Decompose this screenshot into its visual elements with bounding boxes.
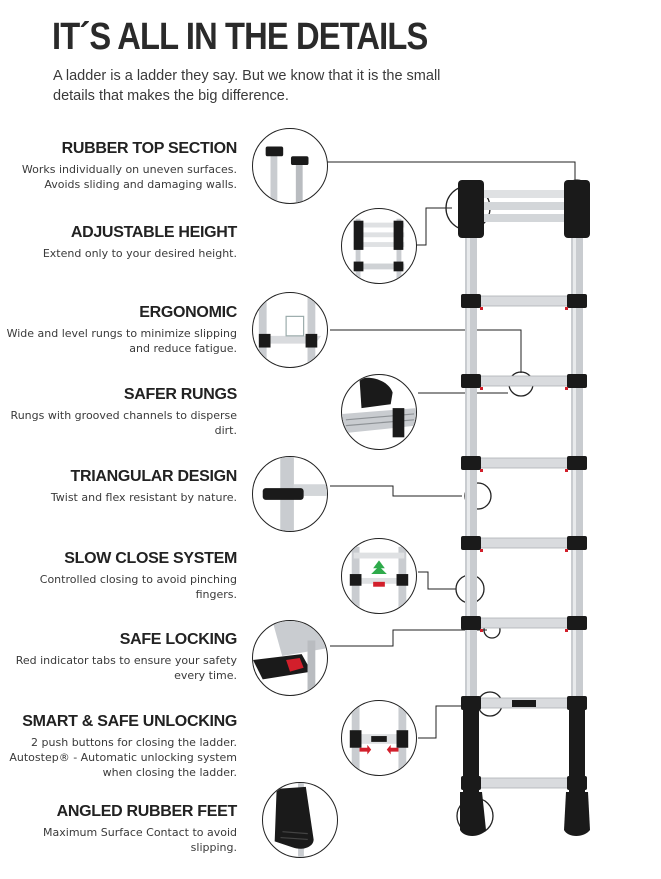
grooved-rung-icon (341, 374, 417, 450)
connector-triangular (330, 486, 462, 496)
feature-title: ERGONOMIC (139, 304, 237, 321)
feature-safe-locking (0, 631, 237, 683)
intro-text: A ladder is a ladder they say. But we know that it is the small details that makes the big difference. (53, 68, 441, 104)
feature-title: ANGLED RUBBER FEET (56, 803, 237, 820)
feature-smart-unlocking (0, 713, 237, 780)
feature-description: Twist and flex resistant by nature. (50, 491, 237, 504)
feature-description: 2 push buttons for closing the ladder. Autostep® - Automatic unlocking system when closing the ladder. (9, 736, 237, 779)
feature-title: SLOW CLOSE SYSTEM (64, 550, 237, 567)
feature-description: Controlled closing to avoid pinching fingers. (39, 573, 237, 601)
ladder-illustration (450, 170, 610, 840)
ergonomic-rung-icon (252, 292, 328, 368)
feature-slow-close (0, 550, 237, 602)
page-title: IT´S ALL IN THE DETAILS (52, 16, 428, 58)
feature-description: Wide and level rungs to minimize slipping and reduce fatigue. (6, 327, 237, 355)
feature-rubber-top (0, 140, 237, 192)
feature-title: SMART & SAFE UNLOCKING (22, 713, 237, 730)
feature-safer-rungs (0, 386, 237, 438)
feature-description: Rungs with grooved channels to disperse dirt. (10, 409, 237, 437)
triangular-design-icon (252, 456, 328, 532)
feature-title: SAFE LOCKING (119, 631, 237, 648)
feature-adjustable-height (0, 224, 237, 261)
feature-description: Maximum Surface Contact to avoid slipping. (43, 826, 237, 854)
slow-close-icon (341, 538, 417, 614)
feature-ergonomic (0, 304, 237, 356)
unlocking-icon (341, 700, 417, 776)
feature-title: RUBBER TOP SECTION (61, 140, 237, 157)
feature-description: Works individually on uneven surfaces. Avoids sliding and damaging walls. (21, 163, 237, 191)
feature-description: Extend only to your desired height. (42, 247, 237, 260)
feature-triangular-design (0, 468, 237, 505)
feature-title: TRIANGULAR DESIGN (70, 468, 237, 485)
feature-title: ADJUSTABLE HEIGHT (70, 224, 237, 241)
feature-rubber-feet (0, 803, 237, 855)
feature-description: Red indicator tabs to ensure your safety every time. (15, 654, 237, 682)
safe-locking-icon (252, 620, 328, 696)
rubber-feet-icon (262, 782, 338, 858)
feature-title: SAFER RUNGS (123, 386, 237, 403)
rubber-top-icon (252, 128, 328, 204)
adjustable-height-icon (341, 208, 417, 284)
